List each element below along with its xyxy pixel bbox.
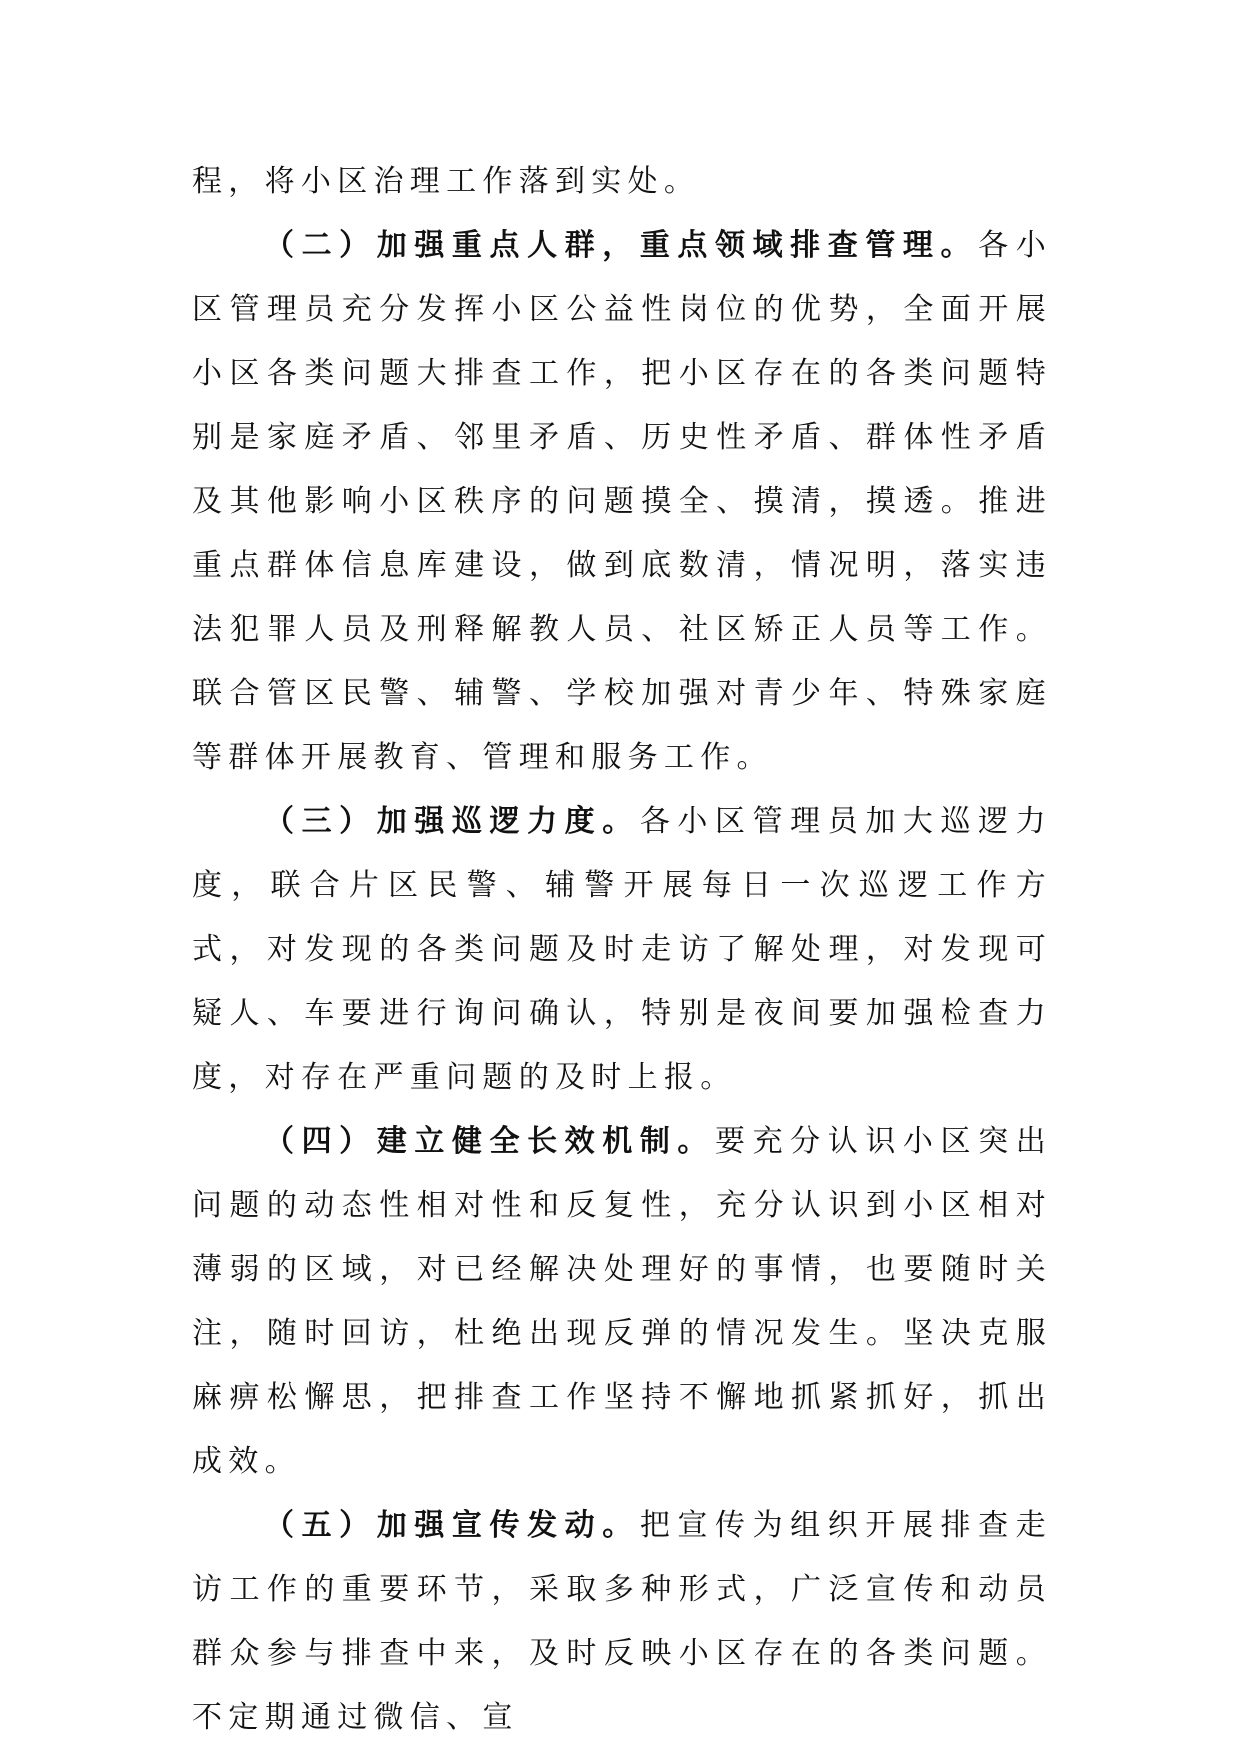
- paragraph-continuation: [192, 150, 1052, 214]
- paragraph-section-4: [192, 1110, 1052, 1494]
- paragraph-body: 程，将小区治理工作落到实处。: [192, 164, 701, 199]
- paragraph-heading: （二）加强重点人群，重点领域排查管理。: [264, 228, 979, 263]
- paragraph-body: 各小区管理员充分发挥小区公益性岗位的优势，全面开展小区各类问题大排查工作，把小区存在的各类问题特别是家庭矛盾、邻里矛盾、历史性矛盾、群体性矛盾及其他影响小区秩序的问题摸全、摸清，摸透。推进重点群体信息库建设，做到底数清，情况明，落实违法犯罪人员及刑释解教人员、社区矫正人员等工作。联合管区民警、辅警、学校加强对青少年、特殊家庭等群体开展教育、管理和服务工作。: [192, 228, 1052, 775]
- paragraph-section-3: [192, 790, 1052, 1110]
- paragraph-section-2: [192, 214, 1052, 790]
- paragraph-body: 各小区管理员加大巡逻力度，联合片区民警、辅警开展每日一次巡逻工作方式，对发现的各类问题及时走访了解处理，对发现可疑人、车要进行询问确认，特别是夜间要加强检查力度，对存在严重问题的及时上报。: [192, 804, 1052, 1095]
- paragraph-body: 把宣传为组织开展排查走访工作的重要环节，采取多种形式，广泛宣传和动员群众参与排查中来，及时反映小区存在的各类问题。不定期通过微信、宣: [192, 1508, 1052, 1735]
- paragraph-heading: （四）建立健全长效机制。: [264, 1124, 716, 1159]
- paragraph-body: 要充分认识小区突出问题的动态性相对性和反复性，充分认识到小区相对薄弱的区域，对已经解决处理好的事情，也要随时关注，随时回访，杜绝出现反弹的情况发生。坚决克服麻痹松懈思，把排查工作坚持不懈地抓紧抓好，抓出成效。: [192, 1124, 1052, 1479]
- paragraph-heading: （五）加强宣传发动。: [264, 1508, 640, 1543]
- document-page: [192, 150, 1052, 1750]
- paragraph-section-5: [192, 1494, 1052, 1750]
- paragraph-heading: （三）加强巡逻力度。: [264, 804, 640, 839]
